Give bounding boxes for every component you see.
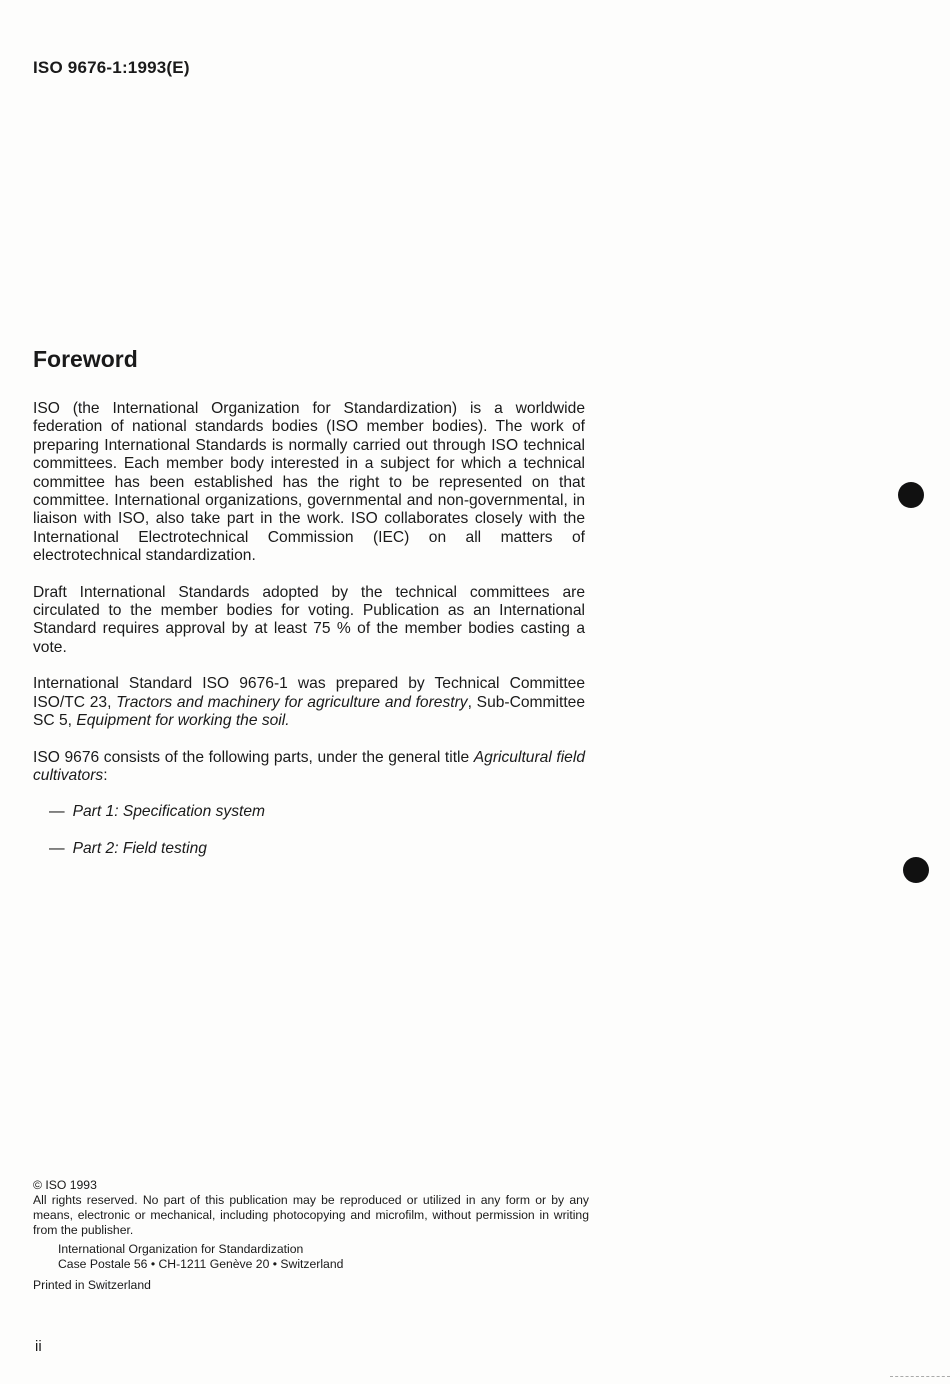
dash: — xyxy=(49,839,65,857)
printed-location: Printed in Switzerland xyxy=(33,1278,151,1292)
document-id-header: ISO 9676-1:1993(E) xyxy=(33,58,190,77)
foreword-title: Foreword xyxy=(33,346,138,372)
foreword-paragraph: Draft International Standards adopted by the technical committees are circulated to the member bodies for voting. Publication as an International Standard requires approval by at least 75 % of the member bodies casting a vote. xyxy=(33,583,585,656)
subcommittee-title: Equipment for working the soil. xyxy=(76,712,290,730)
rights-statement: All rights reserved. No part of this publication may be reproduced or utilized in any form or by any means, electronic or mechanical, including photocopying and microfilm, without permission in writing from the publisher. xyxy=(33,1193,589,1237)
foreword-body xyxy=(33,400,585,876)
committee-title: Tractors and machinery for agriculture and forestry xyxy=(116,693,468,711)
organization-name: International Organization for Standardization xyxy=(58,1242,304,1256)
paragraph-text: International Standard ISO 9676-1 was prepared by Technical Committee ISO/TC 23, xyxy=(33,675,585,711)
foreword-paragraph xyxy=(33,675,585,730)
dash: — xyxy=(49,803,65,821)
part-list-item xyxy=(49,840,585,858)
copyright-notice: © ISO 1993 xyxy=(33,1178,97,1192)
general-title: Agricultural field cultivators xyxy=(33,748,585,784)
part-list-item xyxy=(49,803,585,821)
copyright-block xyxy=(33,1178,589,1293)
paragraph-text: : xyxy=(103,766,108,784)
binding-hole-mark xyxy=(898,482,924,508)
paragraph-text: ISO 9676 consists of the following parts, under the general title xyxy=(33,748,474,766)
part-title: Part 2: Field testing xyxy=(72,839,207,857)
paragraph-text: , Sub-Committee SC 5, xyxy=(33,693,585,730)
page-edge-rule xyxy=(890,1376,950,1378)
organization-address: Case Postale 56 • CH-1211 Genève 20 • Switzerland xyxy=(58,1257,344,1271)
part-title: Part 1: Specification system xyxy=(72,803,265,821)
page-number: ii xyxy=(35,1338,42,1355)
foreword-paragraph: ISO (the International Organization for Standardization) is a worldwide federation of national standards bodies (ISO member bodies). The work of preparing International Standards is normally carried out through ISO technical committees. Each member body interested in a subject for which a technical committee has been established has the right to be represented on that committee. International organizations, governmental and non-governmental, in liaison with ISO, also take part in the work. ISO collaborates closely with the International Electrotechnical Commission (IEC) on all matters of electrotechnical standardization. xyxy=(33,400,585,565)
foreword-paragraph xyxy=(33,749,585,786)
binding-hole-mark xyxy=(903,857,929,883)
